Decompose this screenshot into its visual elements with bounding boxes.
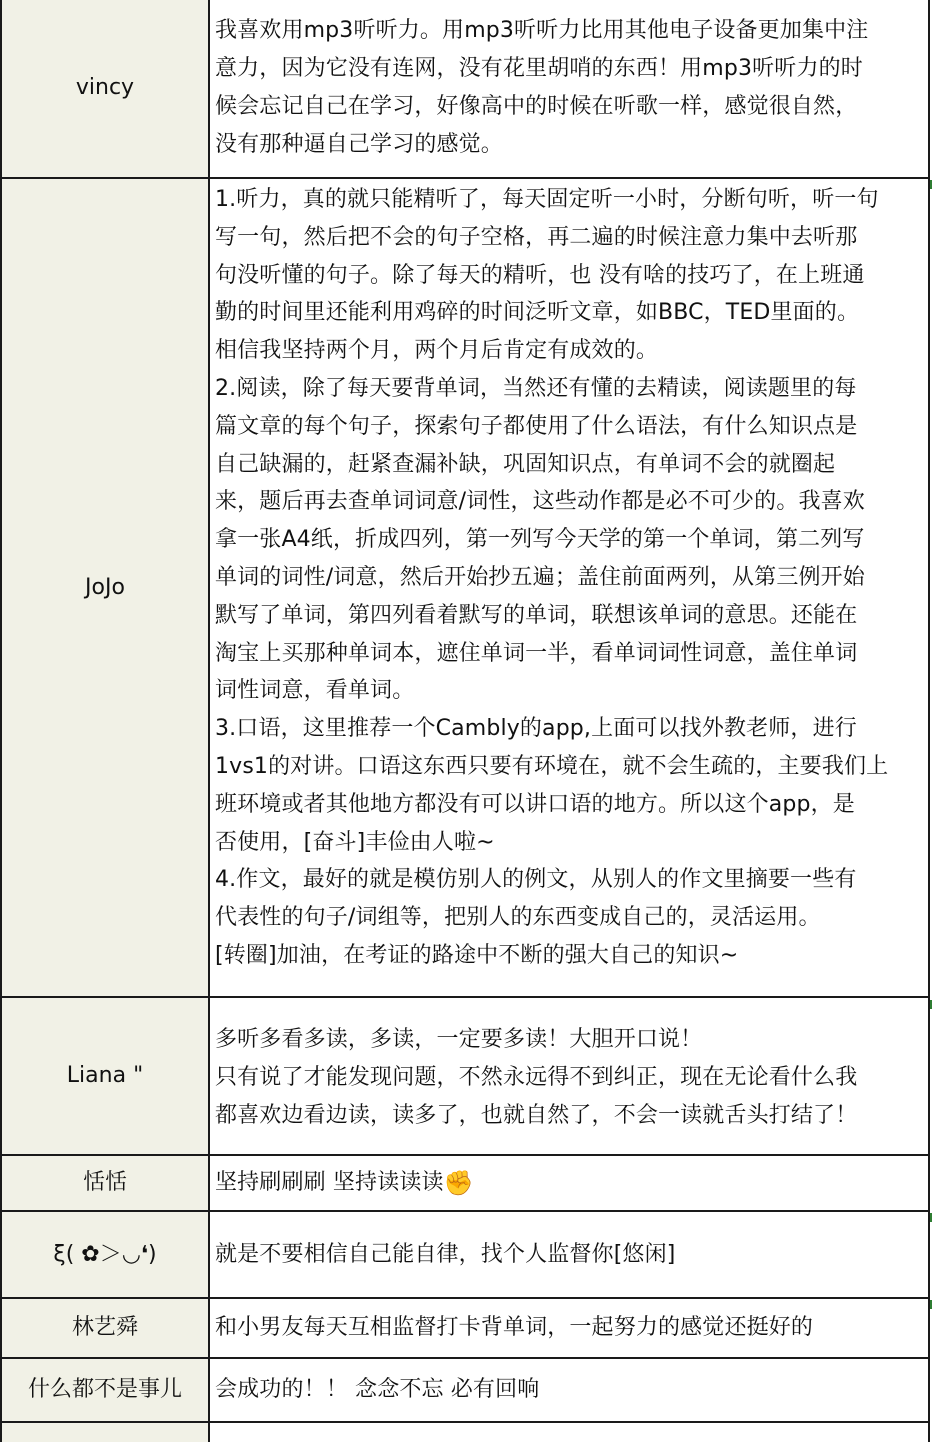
table-row: [1, 0, 929, 178]
tip-text-line: 坚持刷刷刷 坚持读读读: [215, 1170, 444, 1196]
tip-text-line: 没有那种逼自己学习的感觉。: [215, 131, 503, 157]
tip-text-line: 只有说了才能发现问题，不然永远得不到纠正，现在无论看什么我: [215, 1065, 858, 1091]
username: 林艺舜: [71, 1315, 138, 1340]
tip-text-line: 4.作文，最好的就是模仿别人的例文，从别人的作文里摘要一些有: [215, 867, 857, 893]
tip-content-cell: [209, 997, 929, 1155]
tip-text-line: 拿一张A4纸，折成四列，第一列写今天学的第一个单词，第二列写: [215, 527, 865, 553]
username-cell: [1, 178, 209, 997]
tip-text-line: 单词的词性/词意，然后开始抄五遍；盖住前面两列，从第三例开始: [215, 564, 865, 590]
tip-text-line: 淘宝上买那种单词本，遮住单词一半，看单词词性词意，盖住单词: [215, 640, 858, 666]
tip-text-line: 就是不要相信自己能自律，找个人监督你[悠闲]: [215, 1241, 676, 1267]
tip-text-line: 2.阅读，除了每天要背单词，当然还有懂的去精读，阅读题里的每: [215, 375, 857, 401]
tip-content-cell: [209, 1358, 929, 1422]
tip-text-line: 我喜欢用mp3听听力。用mp3听听力比用其他电子设备更加集中注: [215, 18, 869, 44]
username-cell: [1, 1298, 209, 1358]
tip-text-line: 3.口语，这里推荐一个Cambly的app,上面可以找外教老师，进行: [215, 716, 857, 742]
tip-text-line: 默写了单词，第四列看着默写的单词，联想该单词的意思。还能在: [215, 602, 858, 628]
username: JoJo: [85, 574, 125, 600]
tip-text-line: 多听多看多读，多读，一定要多读！大胆开口说！: [215, 1027, 703, 1053]
tip-content-cell: [209, 0, 929, 178]
tip-content-cell: [209, 1422, 929, 1442]
username: ξ( ✿＞◡❛): [53, 1241, 157, 1267]
tip-text-line: 意力，因为它没有连网，没有花里胡哨的东西！用mp3听听力的时: [215, 56, 863, 82]
table-row: [1, 1211, 929, 1298]
tip-text-line: 都喜欢边看边读，读多了，也就自然了，不会一读就舌头打结了！: [215, 1102, 858, 1128]
tip-text-line: 班环境或者其他地方都没有可以讲口语的地方。所以这个app，是: [215, 791, 855, 817]
username: 什么都不是事儿: [27, 1377, 182, 1402]
tip-text-line: 篇文章的每个句子，探索句子都使用了什么语法，有什么知识点是: [215, 413, 858, 439]
table-row: [1, 997, 929, 1155]
tip-text-line: 词性词意，看单词。: [215, 678, 415, 704]
tip-text-line: 来，题后再去查单词词意/词性，这些动作都是必不可少的。我喜欢: [215, 489, 865, 515]
tip-content-cell: [209, 1298, 929, 1358]
username-cell: [1, 1155, 209, 1211]
table-row: [1, 178, 929, 997]
tip-content-cell: [209, 1211, 929, 1298]
tip-text-line: 代表性的句子/词组等，把别人的东西变成自己的，灵活运用。: [215, 905, 821, 931]
table-row: [1, 1358, 929, 1422]
tip-text-line: 勤的时间里还能利用鸡碎的时间泛听文章，如BBC，TED里面的。: [215, 300, 860, 326]
tip-text-line: 会成功的！！ 念念不忘 必有回响: [215, 1377, 540, 1403]
table-row: [1, 1298, 929, 1358]
table-row: [1, 1422, 929, 1442]
tip-text-line: 相信我坚持两个月，两个月后肯定有成效的。: [215, 338, 659, 364]
tip-content-cell: [209, 178, 929, 997]
tip-text-line: 候会忘记自己在学习，好像高中的时候在听歌一样，感觉很自然，: [215, 94, 858, 119]
tip-text-line: 1vs1的对讲。口语这东西只要有环境在，就不会生疏的，主要我们上: [215, 753, 889, 779]
tip-text-line: 1.听力，真的就只能精听了，每天固定听一小时，分断句听，听一句: [215, 187, 879, 212]
username-cell: [1, 1358, 209, 1422]
tip-text-line: 和小男友每天互相监督打卡背单词，一起努力的感觉还挺好的: [215, 1315, 814, 1341]
tip-text-line: [转圈]加油，在考证的路途中不断的强大自己的知识~: [215, 942, 739, 968]
table-row: [1, 1155, 929, 1211]
tip-text-line: 否使用，[奋斗]丰俭由人啦~: [215, 829, 495, 855]
username-cell: [1, 1422, 209, 1442]
username-cell: [1, 997, 209, 1155]
raised-fist-icon: ✊: [443, 1169, 474, 1198]
tip-text-line: 写一句，然后把不会的句子空格，再二遍的时候注意力集中去听那: [215, 224, 858, 250]
username: 恬恬: [82, 1170, 127, 1195]
username-cell: [1, 0, 209, 178]
username: Liana ": [66, 1063, 144, 1088]
username-cell: [1, 1211, 209, 1298]
tip-text-line: 句没听懂的句子。除了每天的精听，也 没有啥的技巧了，在上班通: [215, 262, 865, 288]
tip-content-cell: [209, 1155, 929, 1211]
username: vincy: [75, 75, 135, 100]
tip-text-line: 自己缺漏的，赶紧查漏补缺，巩固知识点，有单词不会的就圈起: [215, 451, 836, 477]
